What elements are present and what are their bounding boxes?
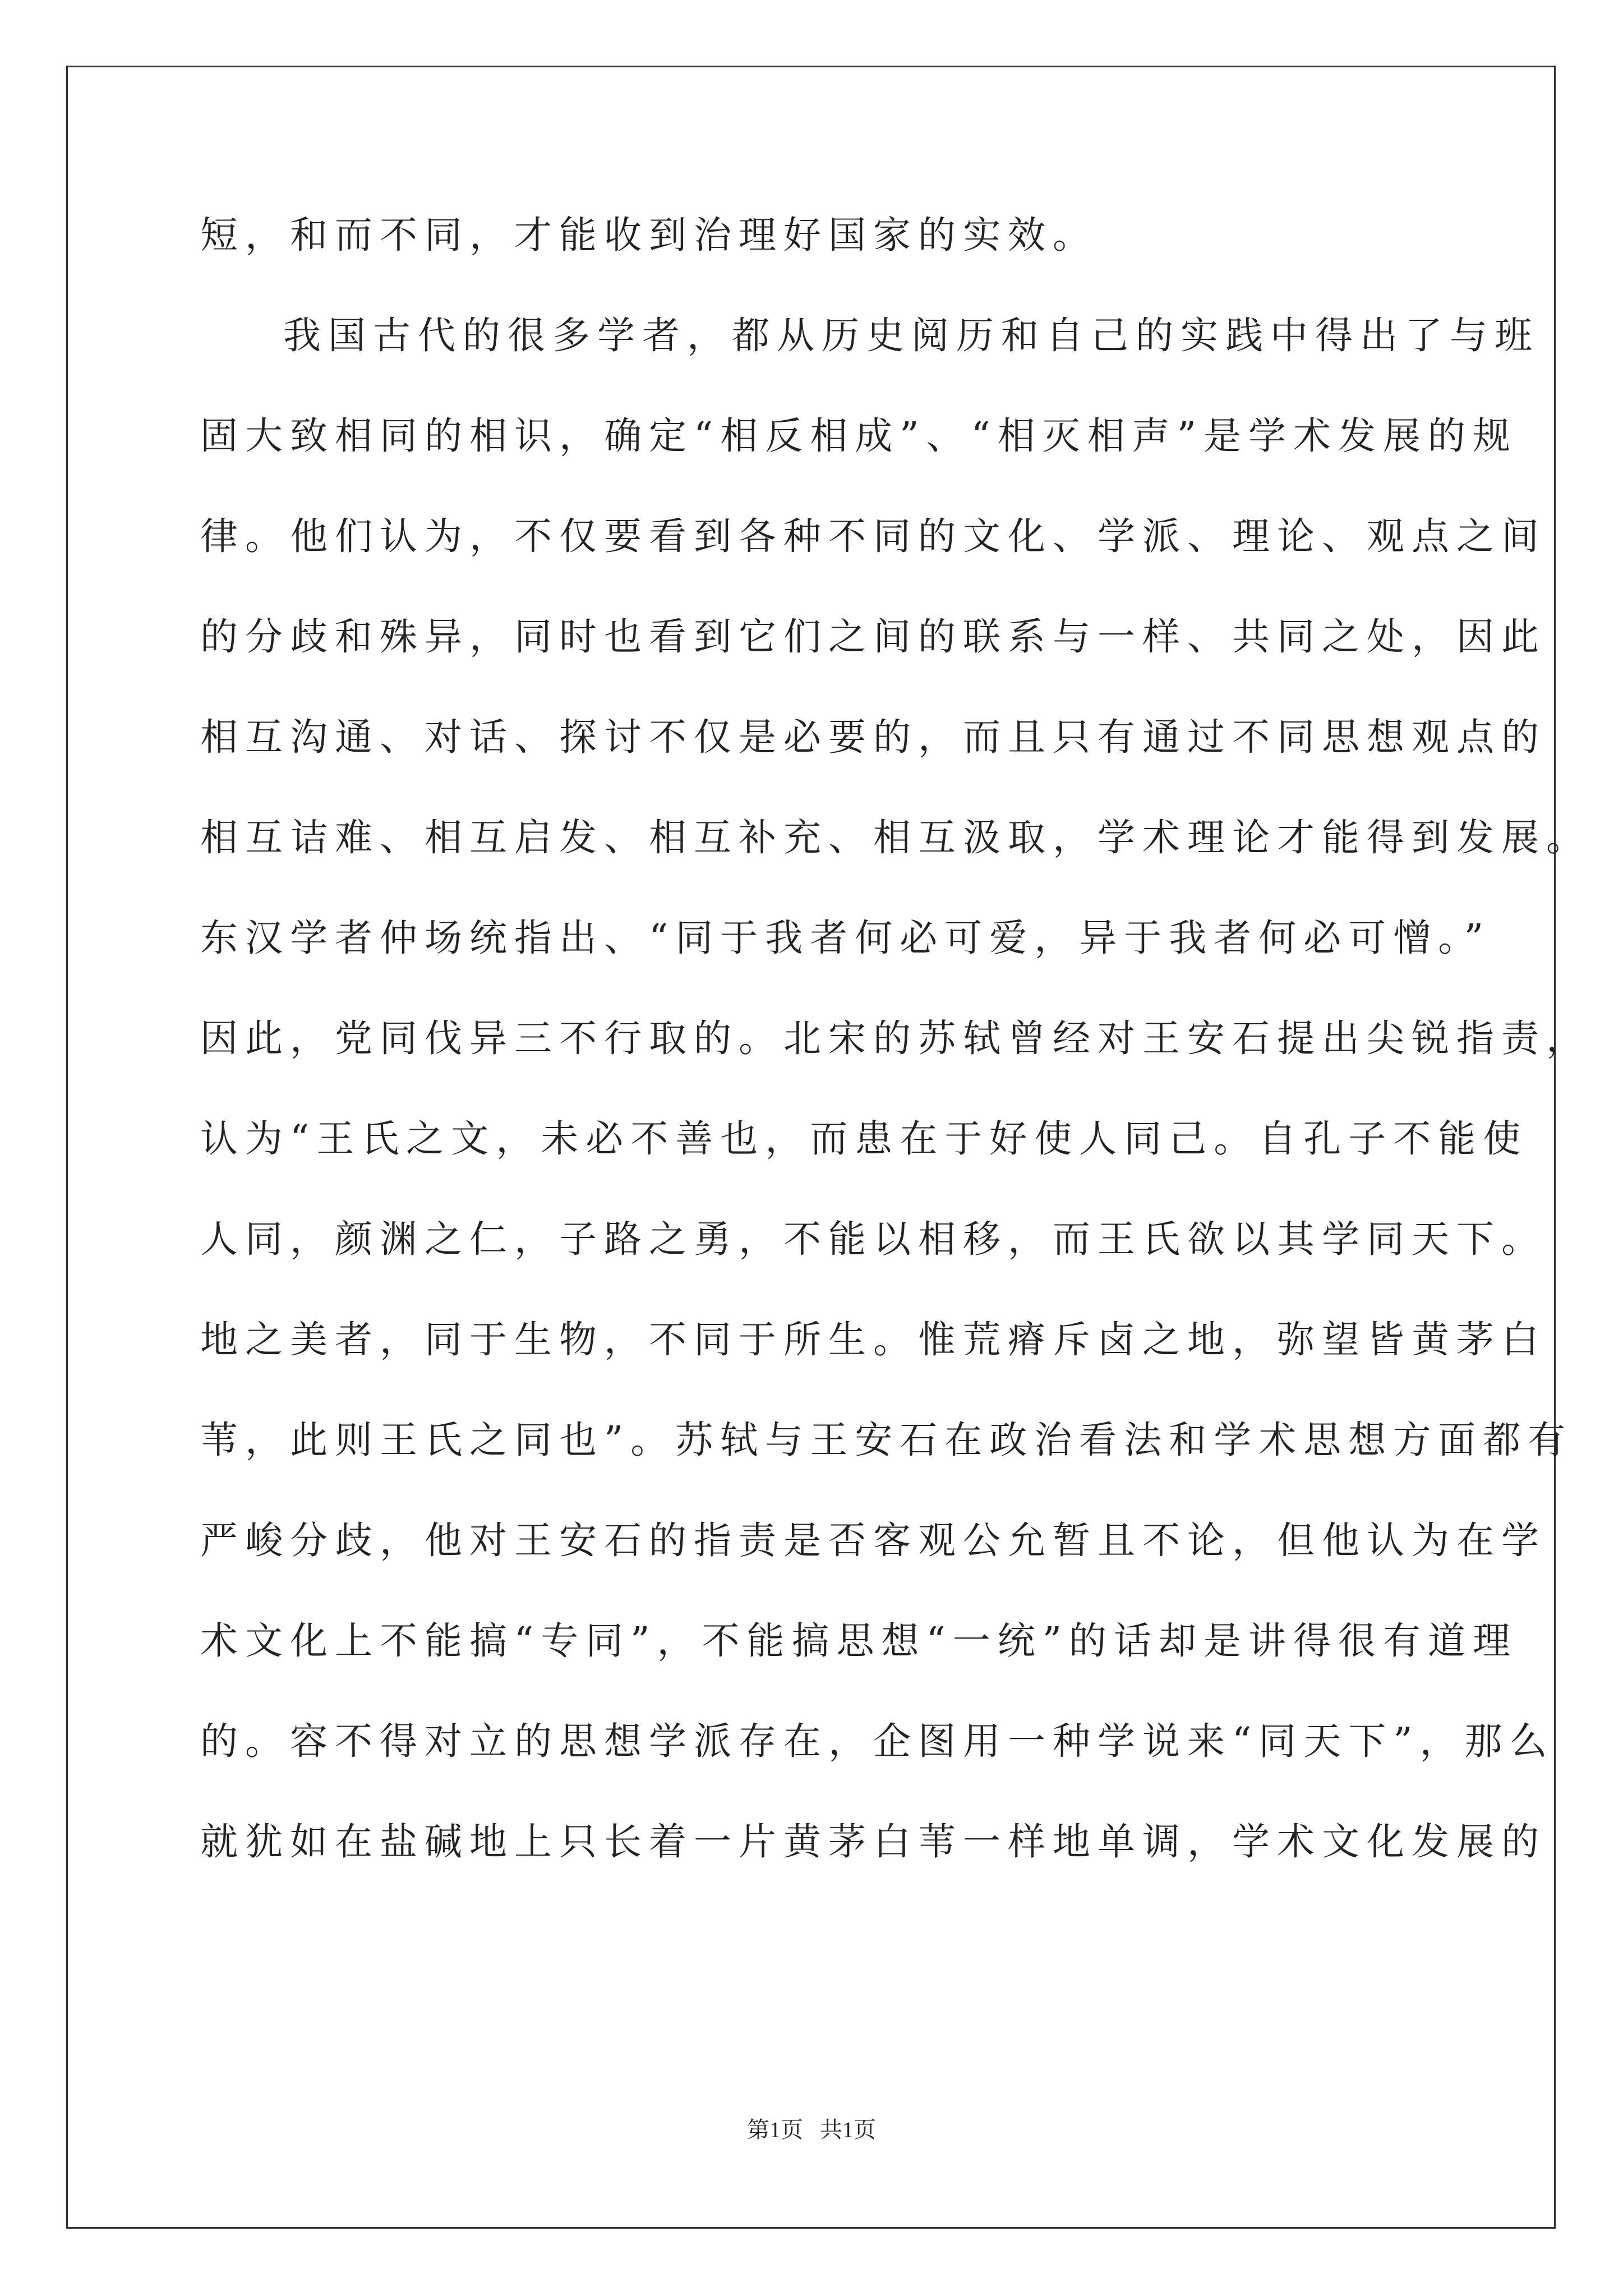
text-line: 东汉学者仲场统指出、“同于我者何必可爱，异于我者何必可憎。” (200, 916, 1491, 960)
text-line: 就犹如在盐碱地上只长着一片黄茅白苇一样地单调，学术文化发展的 (200, 1820, 1546, 1864)
text-line: 认为“王氏之文，未必不善也，而患在于好使人同己。自孔子不能使 (200, 1117, 1528, 1161)
text-line: 苇，此则王氏之同也”。苏轼与王安石在政治看法和学术思想方面都有 (200, 1418, 1573, 1462)
text-line: 短，和而不同，才能收到治理好国家的实效。 (200, 213, 1098, 257)
text-line: 的分歧和殊异，同时也看到它们之间的联系与一样、共同之处，因此 (200, 615, 1546, 659)
text-line: 术文化上不能搞“专同”，不能搞思想“一统”的话却是讲得很有道理 (200, 1619, 1518, 1663)
page-footer: 第1页 共1页 (747, 2117, 876, 2142)
document-body (200, 209, 1591, 1916)
text-line: 律。他们认为，不仅要看到各种不同的文化、学派、理论、观点之间 (200, 514, 1546, 558)
text-line: 地之美者，同于生物，不同于所生。惟荒瘠斥卤之地，弥望皆黄茅白 (200, 1318, 1546, 1361)
text-line: 相互沟通、对话、探讨不仅是必要的，而且只有通过不同思想观点的 (200, 715, 1546, 759)
text-line: 的。容不得对立的思想学派存在，企图用一种学说来“同天下”，那么 (200, 1719, 1555, 1763)
text-line: 相互诘难、相互启发、相互补充、相互汲取，学术理论才能得到发展。 (200, 816, 1591, 859)
text-line: 固大致相同的相识，确定“相反相成”、“相灭相声”是学术发展的规 (200, 414, 1518, 458)
text-line: 因此，党同伐异三不行取的。北宋的苏轼曾经对王安石提出尖锐指责， (200, 1016, 1591, 1060)
text-line: 严峻分歧，他对王安石的指责是否客观公允暂且不论，但他认为在学 (200, 1519, 1546, 1562)
paragraph-start-line: 我国古代的很多学者，都从历史阅历和自己的实践中得出了与班 (283, 314, 1539, 357)
text-line: 人同，颜渊之仁，子路之勇，不能以相移，而王氏欲以其学同天下。 (200, 1217, 1546, 1261)
